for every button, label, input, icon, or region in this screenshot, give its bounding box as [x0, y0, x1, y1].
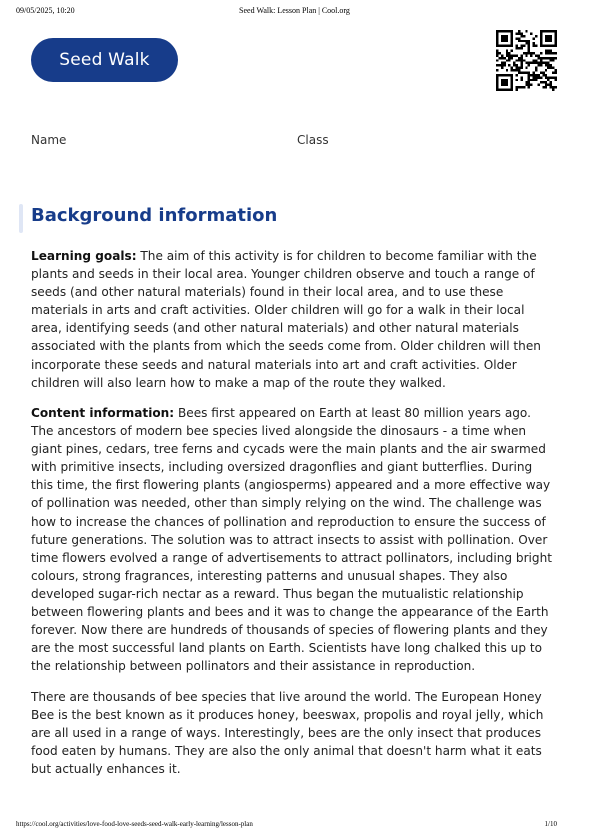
section-heading: Background information	[31, 205, 278, 226]
lesson-title-badge: Seed Walk	[31, 38, 178, 82]
content-information-text: Bees first appeared on Earth at least 80 million years ago. The ancestors of modern bee species lived alongside the dinosaurs - a time when giant pines, cedars, tree ferns and cycads were the main plants and the air swarmed with primitive insects, including oversized dragonflies and giant butterflies. During this time, the first flowering plants (angiosperms) appeared and a more effective way of pollination was needed, other than simply relying on the wind. The challenge was how to increase the chances of pollination and reproduction to ensure the success of future generations. The solution was to attract insects to assist with pollination. Over time flowers evolved a range of advertisements to attract pollinators, including bright colours, strong fragrances, interesting patterns and unusual shapes. They also developed sugar-rich nectar as a reward. Thus began the mutualistic relationship between flowering plants and bees and it was to change the appearance of the Earth forever. Now there are hundreds of thousands of species of flowering plants and they are the most successful land plants on Earth. Scientists have long chalked this up to the relationship between pollinators and their assistance in reproduction.	[31, 406, 552, 674]
print-url: https://cool.org/activities/love-food-love-seeds-seed-walk-early-learning/lesson-plan	[16, 820, 253, 828]
learning-goals-paragraph	[31, 247, 556, 392]
content-information-paragraph	[31, 404, 556, 675]
print-doc-title: Seed Walk: Lesson Plan | Cool.org	[239, 6, 350, 15]
print-footer	[16, 820, 573, 832]
bee-species-paragraph: There are thousands of bee species that live around the world. The European Honey Bee is the best known as it produces honey, beeswax, propolis and royal jelly, which are all used in a range of ways. Interestingly, bees are the only insect that produces food eaten by humans. They are also the only animal that doesn't harm what it eats but actually enhances it.	[31, 690, 544, 777]
heading-accent-bar	[19, 204, 23, 233]
print-datetime: 09/05/2025, 10:20	[16, 6, 75, 15]
page-number: 1/10	[544, 820, 557, 828]
qr-code-icon	[496, 30, 557, 91]
name-field-label: Name	[31, 133, 67, 147]
print-header	[16, 6, 573, 18]
content-information-label: Content information:	[31, 406, 175, 420]
learning-goals-text: The aim of this activity is for children to become familiar with the plants and seeds in their local area. Younger children observe and touch a range of seeds (and other natural materials) found in their local area, and to use these materials in arts and craft activities. Older children will go for a walk in their local area, identifying seeds (and other natural materials) and other natural materials associated with the plants from which the seeds come from. Older children will then incorporate these seeds and natural materials into art and craft activities. Older children will also learn how to make a map of the route they walked.	[31, 249, 541, 390]
class-field-label: Class	[297, 133, 329, 147]
learning-goals-label: Learning goals:	[31, 249, 137, 263]
